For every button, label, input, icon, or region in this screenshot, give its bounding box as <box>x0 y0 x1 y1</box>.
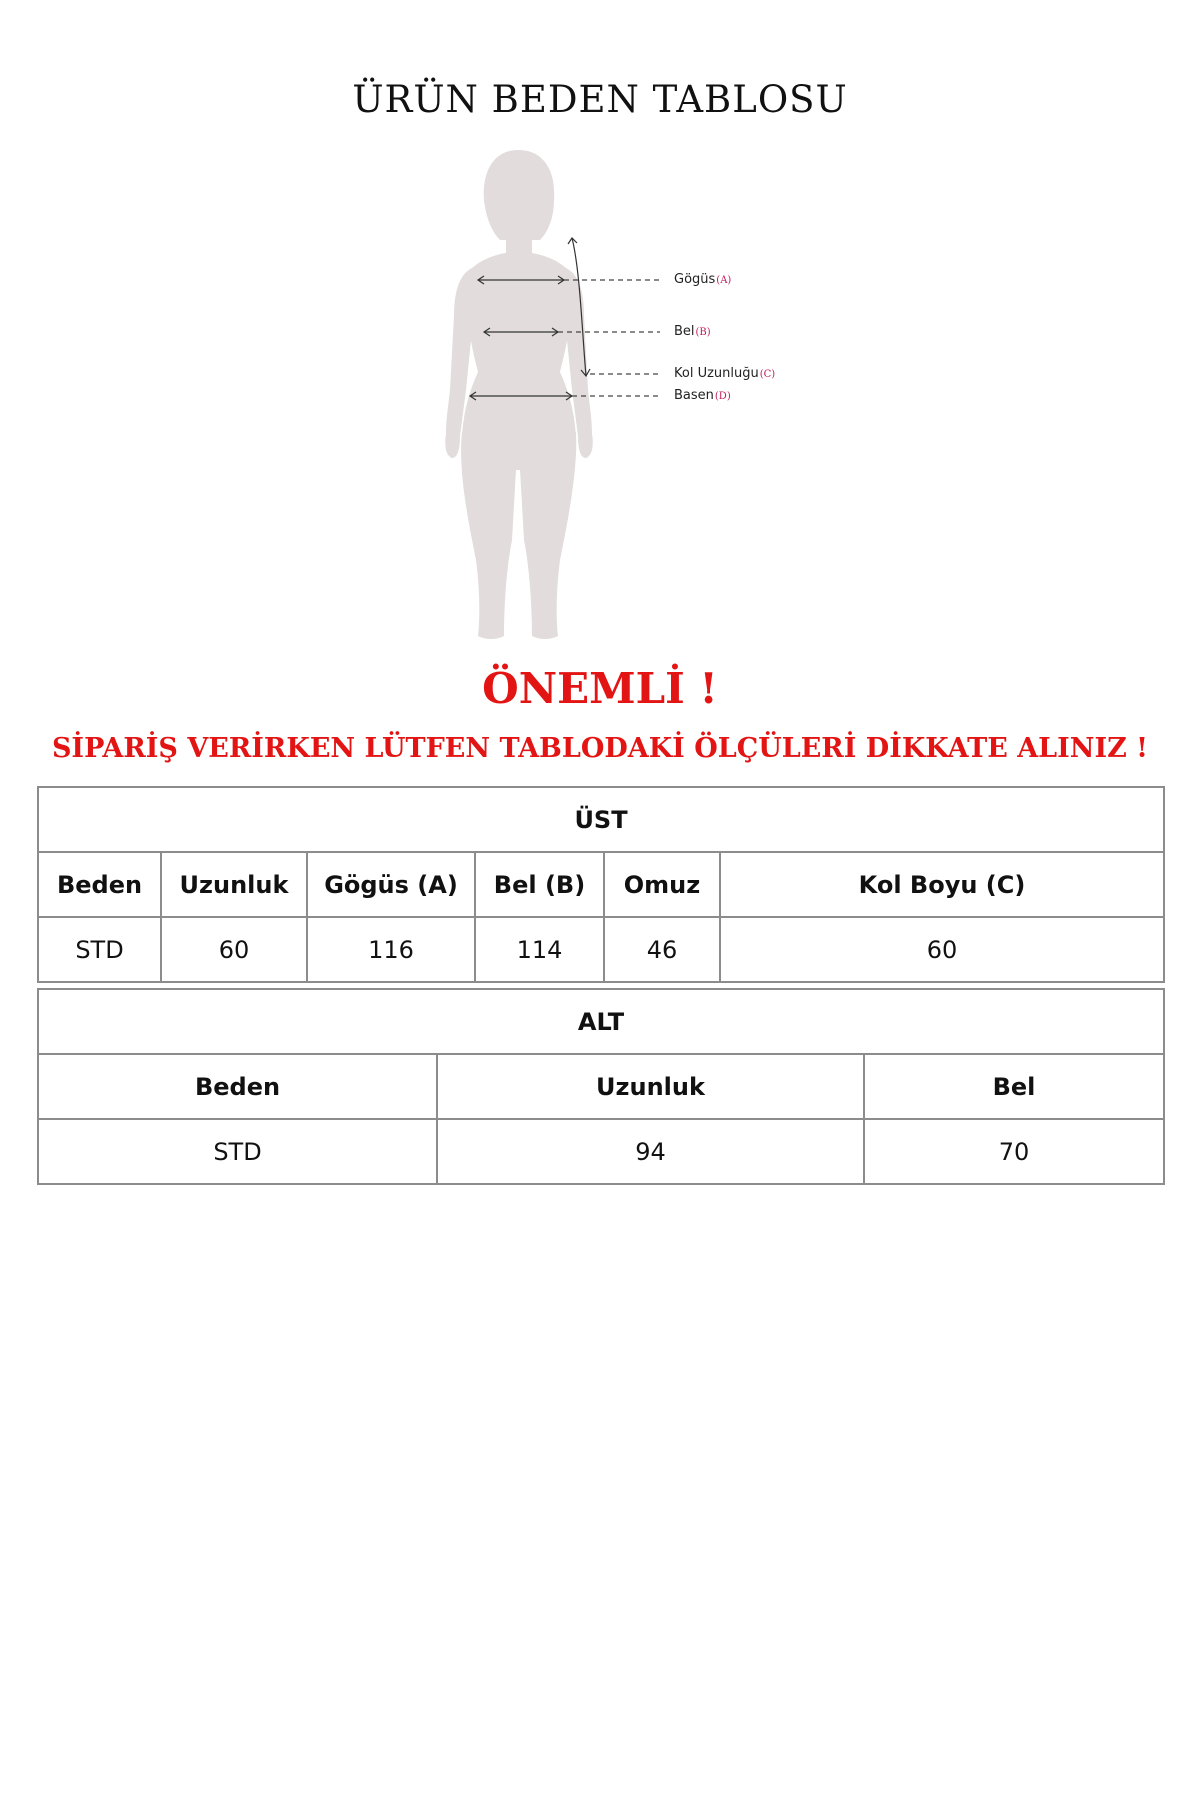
table-cell: STD <box>38 917 161 982</box>
table-cell: STD <box>38 1119 437 1184</box>
sleeve-length-measure-label: Kol Uzunluğu(C) <box>674 366 776 381</box>
column-header: Beden <box>38 852 161 917</box>
bottom-table-header-row <box>38 1054 1164 1119</box>
column-header: Omuz <box>604 852 720 917</box>
table-cell: 46 <box>604 917 720 982</box>
column-header: Beden <box>38 1054 437 1119</box>
top-size-table <box>37 786 1165 983</box>
body-silhouette-illustration <box>400 140 840 640</box>
column-header: Kol Boyu (C) <box>720 852 1164 917</box>
table-row <box>38 917 1164 982</box>
table-cell: 116 <box>307 917 475 982</box>
page-title: ÜRÜN BEDEN TABLOSU <box>352 78 848 121</box>
bottom-section-header: ALT <box>38 989 1164 1054</box>
important-heading: ÖNEMLİ ! <box>482 664 718 713</box>
table-cell: 60 <box>161 917 307 982</box>
chest-measure-label: Gögüs(A) <box>674 272 732 287</box>
top-table-header-row <box>38 852 1164 917</box>
column-header: Uzunluk <box>437 1054 864 1119</box>
measurement-figure <box>400 140 840 640</box>
column-header: Bel <box>864 1054 1164 1119</box>
column-header: Gögüs (A) <box>307 852 475 917</box>
table-cell: 60 <box>720 917 1164 982</box>
column-header: Bel (B) <box>475 852 604 917</box>
hip-measure-label: Basen(D) <box>674 388 731 403</box>
table-cell: 70 <box>864 1119 1164 1184</box>
column-header: Uzunluk <box>161 852 307 917</box>
bottom-size-table <box>37 988 1165 1185</box>
top-section-header: ÜST <box>38 787 1164 852</box>
table-cell: 114 <box>475 917 604 982</box>
table-row <box>38 1119 1164 1184</box>
warning-message: SİPARİŞ VERİRKEN LÜTFEN TABLODAKİ ÖLÇÜLERİ DİKKATE ALINIZ ! <box>51 733 1149 764</box>
table-cell: 94 <box>437 1119 864 1184</box>
waist-measure-label: Bel(B) <box>674 324 711 339</box>
